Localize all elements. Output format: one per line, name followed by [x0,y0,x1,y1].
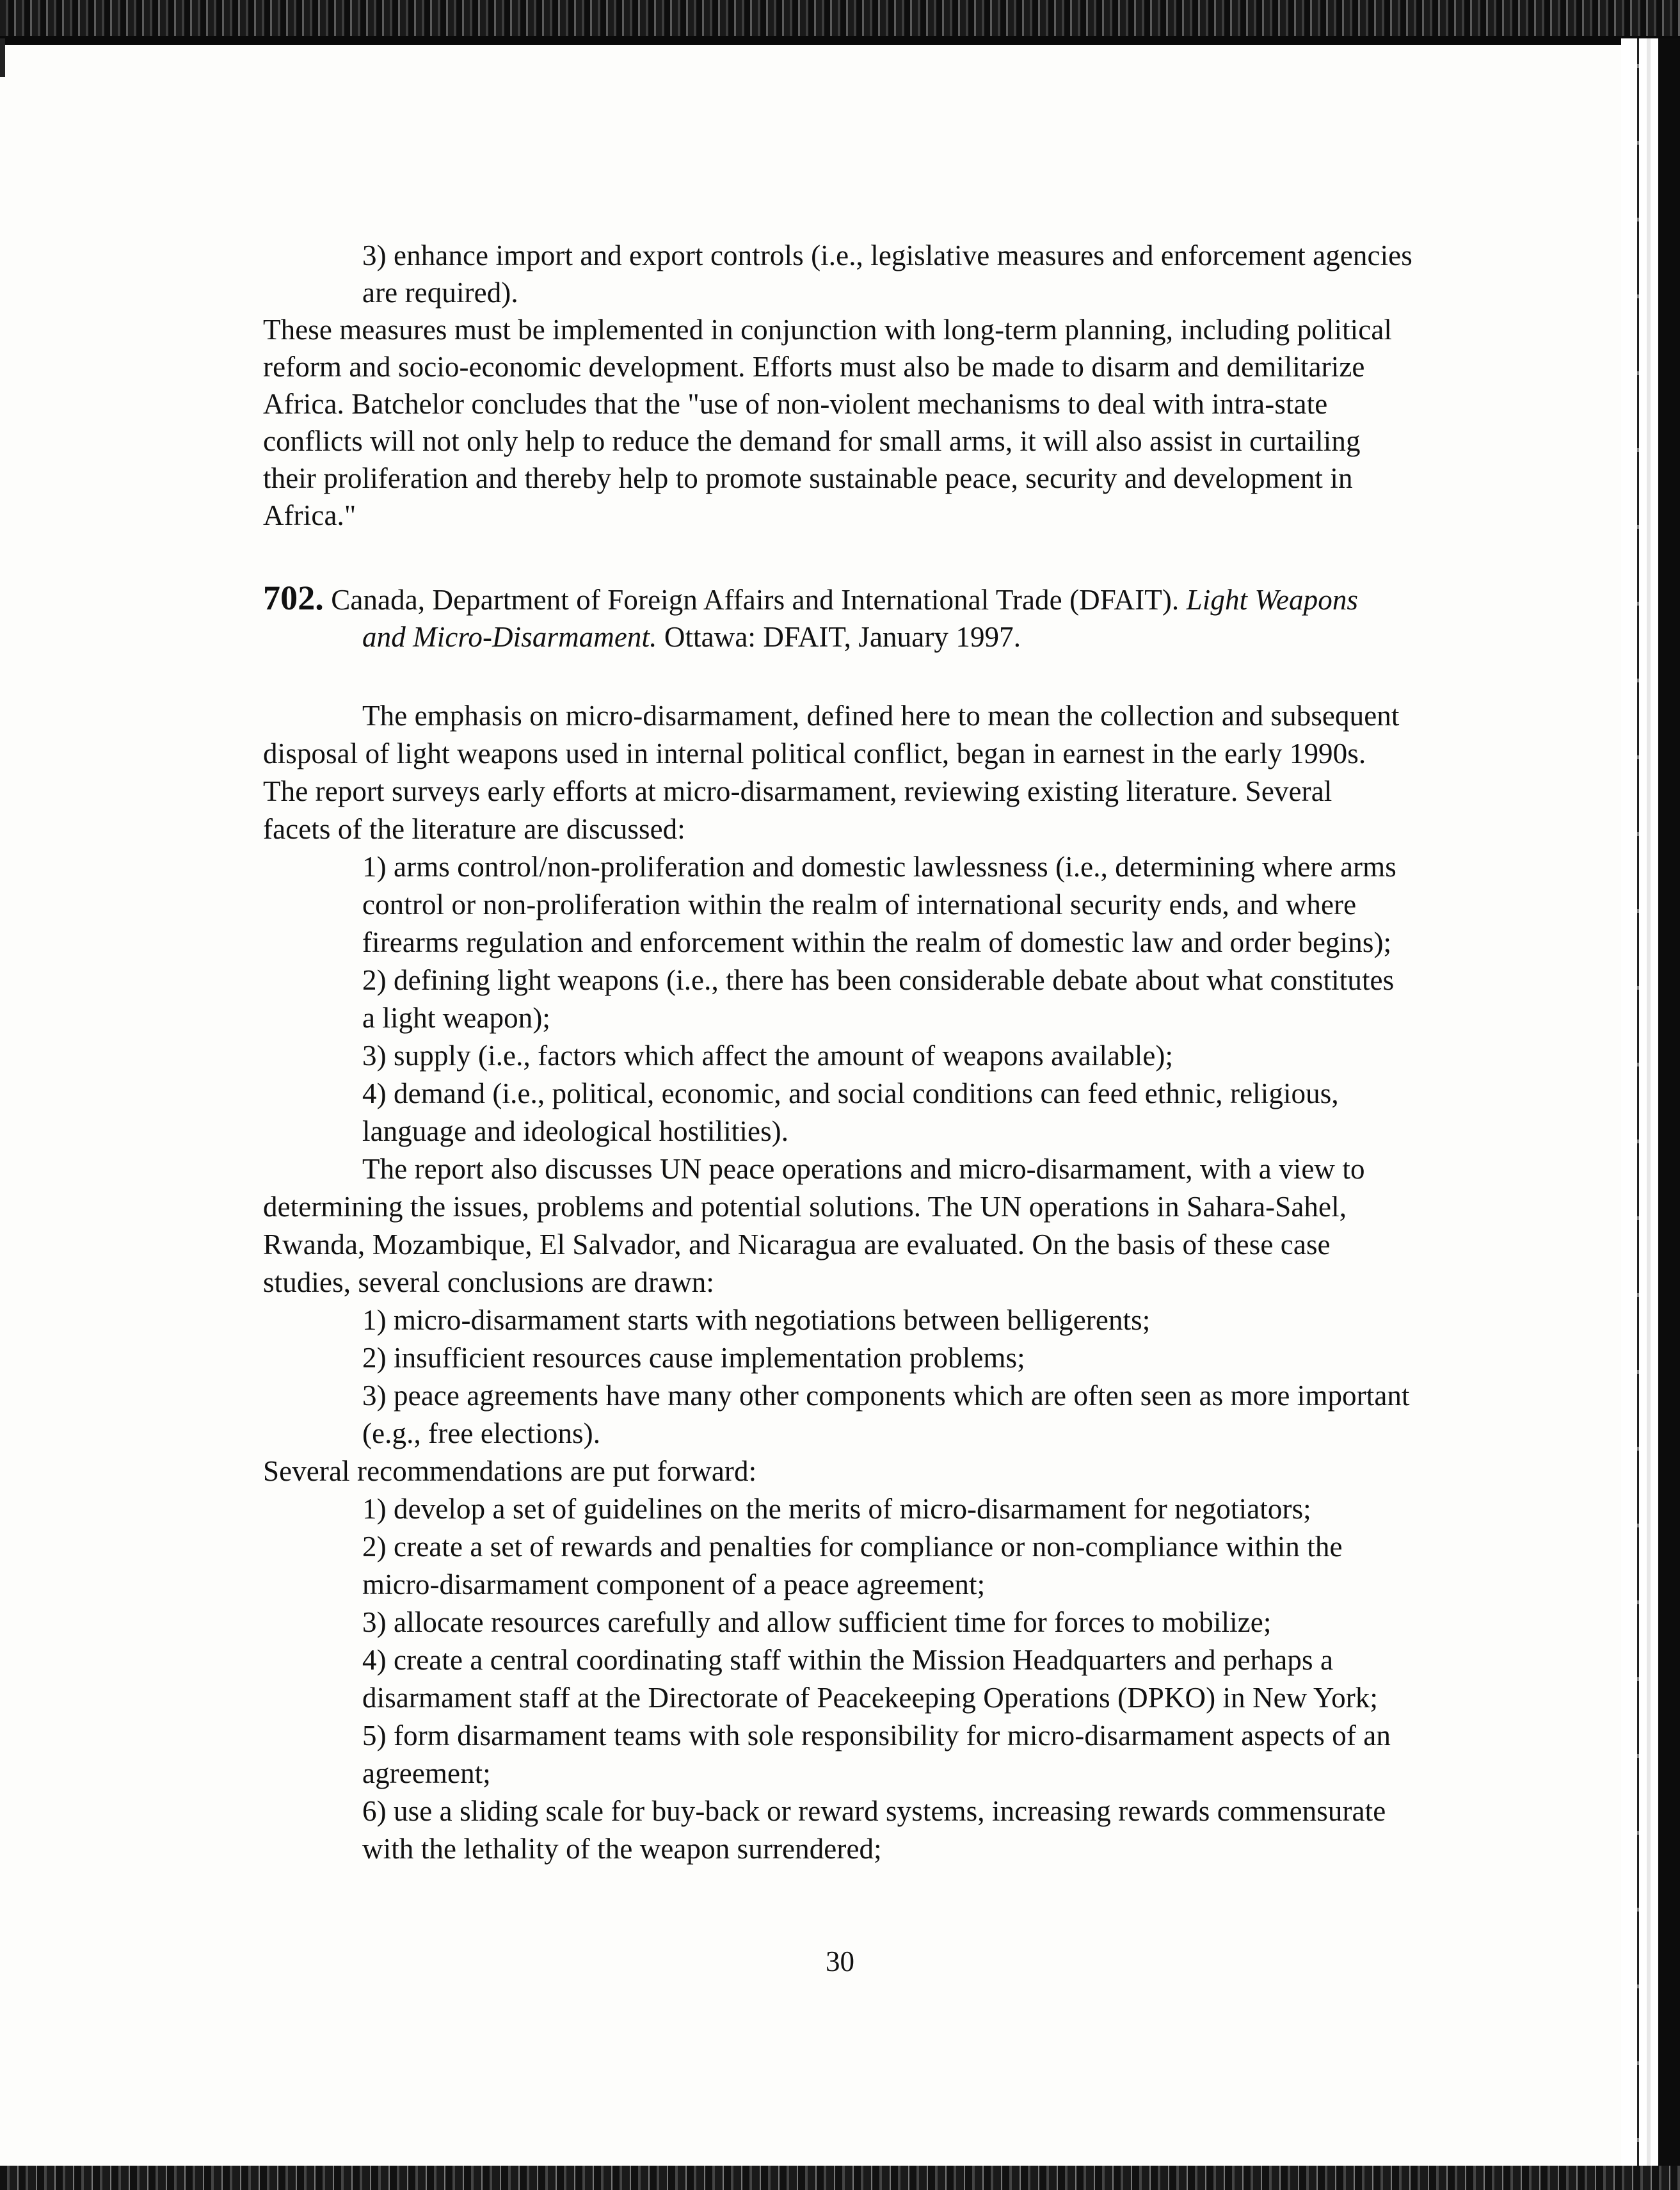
scan-left-edge [0,38,5,77]
entry-citation-line-1 [263,579,1358,618]
abstract-list-item: firearms regulation and enforcement within the realm of domestic law and order begins); [362,926,1392,958]
abstract-list-item: with the lethality of the weapon surrendered; [362,1833,882,1865]
entry-citation-line-2 [362,618,1021,656]
continued-item-3-line-1: 3) enhance import and export controls (i.e., legislative measures and enforcement agencies [362,239,1412,271]
continued-paragraph-line: reform and socio-economic development. Efforts must also be made to disarm and demilitarize [263,351,1365,383]
abstract-list-item: 4) create a central coordinating staff within the Mission Headquarters and perhaps a [362,1644,1334,1676]
continued-paragraph-line: their proliferation and thereby help to promote sustainable peace, security and development in [263,462,1353,494]
abstract-line: The report also discusses UN peace operations and micro-disarmament, with a view to [362,1153,1365,1185]
abstract-list-item: 3) supply (i.e., factors which affect the amount of weapons available); [362,1040,1174,1072]
abstract-list-item: 2) create a set of rewards and penalties for compliance or non-compliance within the [362,1531,1343,1563]
citation-publisher: Ottawa: DFAIT, January 1997. [664,621,1021,653]
abstract-line: Rwanda, Mozambique, El Salvador, and Nicaragua are evaluated. On the basis of these case [263,1228,1331,1260]
abstract-line: determining the issues, problems and potential solutions. The UN operations in Sahara-Sahel, [263,1191,1347,1223]
citation-title-part-1: Light Weapons [1186,584,1359,616]
scan-bottom-border [0,2166,1680,2190]
abstract-line: studies, several conclusions are drawn: [263,1266,714,1298]
abstract-list-item: 3) peace agreements have many other components which are often seen as more important [362,1380,1410,1412]
abstract-list-item: 1) arms control/non-proliferation and domestic lawlessness (i.e., determining where arms [362,851,1396,883]
abstract-line: disposal of light weapons used in internal political conflict, began in earnest in the early 1990s. [263,737,1366,769]
continued-paragraph-line: These measures must be implemented in conjunction with long-term planning, including political [263,314,1393,346]
abstract-line: facets of the literature are discussed: [263,813,685,845]
continued-paragraph-line: conflicts will not only help to reduce the demand for small arms, it will also assist in curtailing [263,425,1361,457]
abstract-list-item: 5) form disarmament teams with sole responsibility for micro-disarmament aspects of an [362,1719,1391,1751]
continued-item-3-line-2: are required). [362,277,518,309]
abstract-list-item: 2) defining light weapons (i.e., there has been considerable debate about what constitutes [362,964,1395,996]
abstract-line: The report surveys early efforts at micro-disarmament, reviewing existing literature. Several [263,775,1332,807]
abstract-list-item: micro-disarmament component of a peace agreement; [362,1568,986,1600]
scan-right-border [1621,38,1680,2170]
abstract-list-item: 4) demand (i.e., political, economic, and social conditions can feed ethnic, religious, [362,1077,1339,1109]
scan-top-border [0,0,1680,45]
abstract-list-item: 3) allocate resources carefully and allow sufficient time for forces to mobilize; [362,1606,1272,1638]
page-number: 30 [826,1945,854,1977]
abstract-line: Several recommendations are put forward: [263,1455,757,1487]
continued-paragraph-line: Africa." [263,499,356,531]
citation-author: Canada, Department of Foreign Affairs and International Trade (DFAIT). [331,584,1180,616]
abstract-list-item: 2) insufficient resources cause implementation problems; [362,1342,1025,1374]
abstract-list-item: agreement; [362,1757,491,1789]
abstract-list-item: 1) micro-disarmament starts with negotiations between belligerents; [362,1304,1151,1336]
abstract-list-item: control or non-proliferation within the realm of international security ends, and where [362,889,1357,921]
abstract-line: The emphasis on micro-disarmament, defined here to mean the collection and subsequent [362,700,1400,732]
abstract-list-item: 6) use a sliding scale for buy-back or reward systems, increasing rewards commensurate [362,1795,1386,1827]
abstract-list-item: (e.g., free elections). [362,1417,601,1449]
scan-right-line [1637,38,1639,2170]
abstract-list-item: 1) develop a set of guidelines on the merits of micro-disarmament for negotiators; [362,1493,1311,1525]
abstract-list-item: a light weapon); [362,1002,551,1034]
citation-title-part-2: and Micro-Disarmament. [362,621,657,653]
abstract-list-item: disarmament staff at the Directorate of Peacekeeping Operations (DPKO) in New York; [362,1682,1379,1714]
entry-number: 702. [263,579,324,617]
continued-paragraph-line: Africa. Batchelor concludes that the "use of non-violent mechanisms to deal with intra-state [263,388,1328,420]
abstract-list-item: language and ideological hostilities). [362,1115,789,1147]
